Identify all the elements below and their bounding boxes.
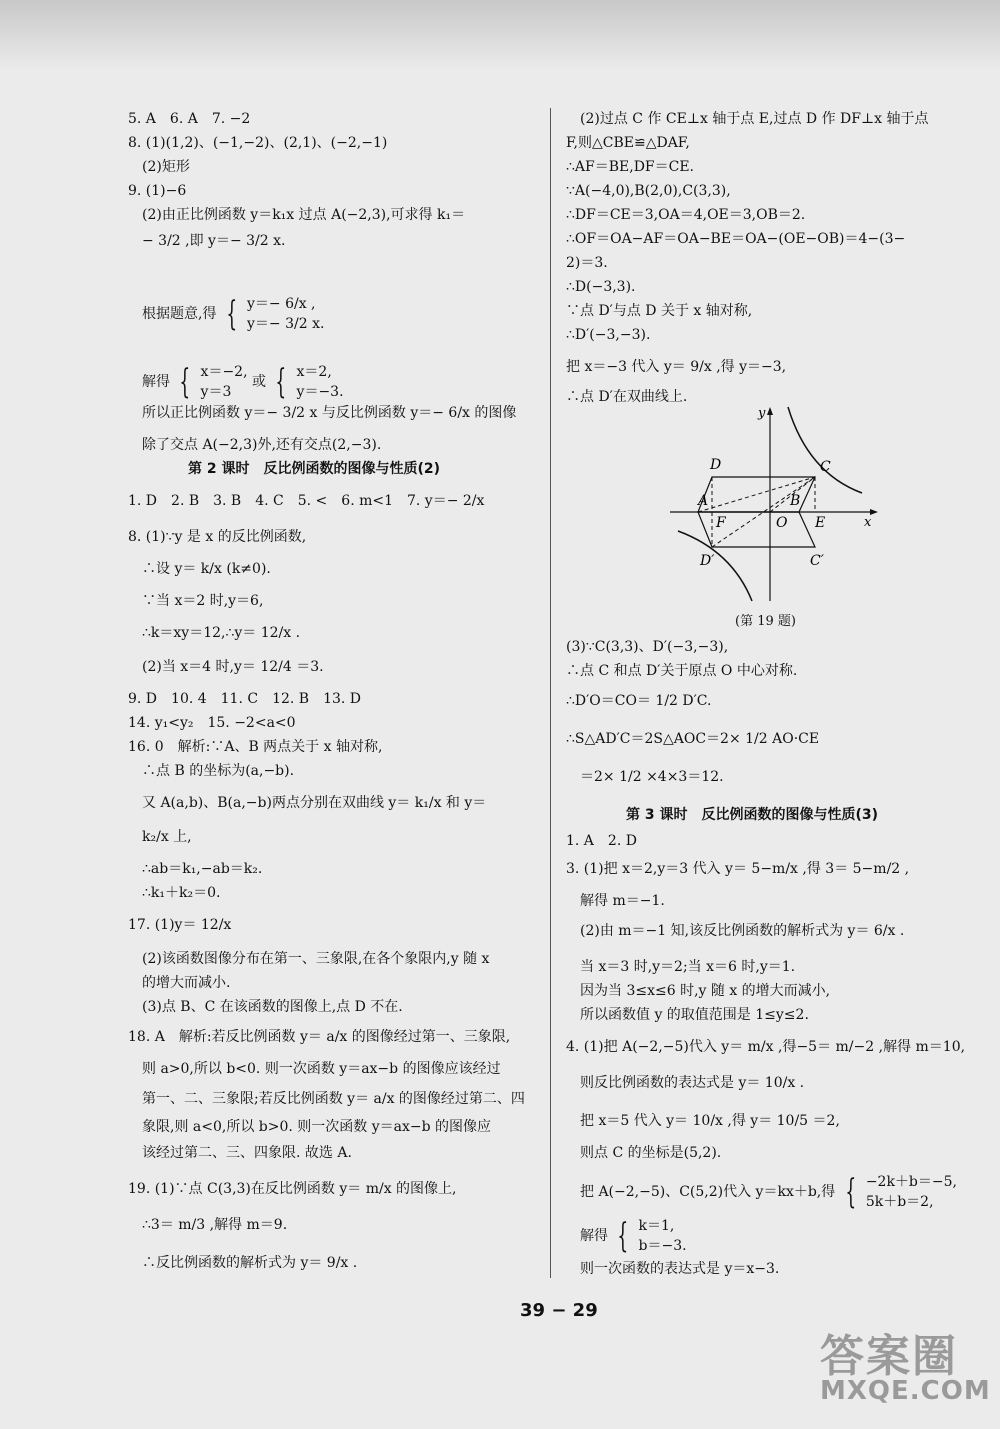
answer-line: 当 x＝3 时,y＝2;当 x＝6 时,y＝1. [580, 959, 796, 975]
top-shadow [0, 0, 1000, 70]
watermark-logo: 答案圈 [820, 1331, 958, 1382]
equation: x＝−2, [200, 364, 248, 380]
label-b: B [790, 493, 801, 509]
answer-line: 4. (1)把 A(−2,−5)代入 y＝ m/x ,得−5＝ m/−2 ,解得 m＝10, [566, 1039, 966, 1055]
equation-system [639, 1216, 687, 1256]
answer-line: ∴OF＝OA−AF＝OA−BE＝OA−(OE−OB)＝4−(3− [566, 231, 906, 247]
equation-system [247, 294, 324, 334]
answer-line: 把 x＝5 代入 y＝ 10/x ,得 y＝ 10/5 ＝2, [580, 1113, 840, 1129]
answer-line: ∴k＝xy＝12,∴y＝ 12/x . [142, 625, 301, 641]
equation-system [297, 362, 344, 402]
answer-line: (2)该函数图像分布在第一、三象限,在各个象限内,y 随 x [142, 951, 490, 967]
answer-line: 所以函数值 y 的取值范围是 1≤y≤2. [580, 1007, 809, 1023]
label-f: F [716, 515, 726, 531]
answer-line: 8. (1)(1,2)、(−1,−2)、(2,1)、(−2,−1) [128, 135, 388, 151]
label-x: x [864, 515, 872, 530]
label-c-prime: C′ [810, 553, 824, 569]
answer-line: (2)过点 C 作 CE⊥x 轴于点 E,过点 D 作 DF⊥x 轴于点 [580, 111, 929, 127]
answer-line: − 3/2 ,即 y＝− 3/2 x. [142, 233, 286, 249]
equation: x＝2, [296, 364, 332, 380]
answer-line: 象限,则 a<0,所以 b>0. 则一次函数 y＝ax−b 的图像应 [142, 1119, 492, 1135]
watermark-url: MXQE.COM [820, 1376, 991, 1406]
section-heading: 第 2 课时 反比例函数的图像与性质(2) [188, 461, 441, 477]
answer-line: (2)当 x＝4 时,y＝ 12/4 ＝3. [142, 659, 324, 675]
y-axis-arrow [767, 407, 773, 415]
brace: { [275, 362, 287, 402]
equation: b＝−3. [638, 1238, 687, 1254]
answer-line: 18. A 解析:若反比例函数 y＝ a/x 的图像经过第一、三象限, [128, 1029, 511, 1045]
equation-system [866, 1172, 957, 1212]
label-o: O [776, 515, 788, 531]
equation: −2k＋b＝−5, [865, 1174, 957, 1190]
answer-line: 2)＝3. [566, 255, 608, 271]
answer-line: 则反比例函数的表达式是 y＝ 10/x . [580, 1075, 805, 1091]
answer-line: ＝2× 1/2 ×4×3＝12. [580, 769, 724, 785]
answer-line: 则点 C 的坐标是(5,2). [580, 1145, 722, 1161]
brace: { [845, 1172, 856, 1212]
answer-line: 的增大而减小. [142, 975, 231, 991]
answer-line: 3. (1)把 x＝2,y＝3 代入 y＝ 5−m/x ,得 3＝ 5−m/2 , [566, 861, 910, 877]
brace: { [226, 294, 238, 334]
equation-system [201, 362, 248, 402]
label-d-prime: D′ [700, 553, 715, 569]
answer-line: (2)矩形 [142, 159, 190, 175]
equation: k＝1, [638, 1218, 675, 1234]
answer-line: ∵当 x＝2 时,y＝6, [142, 593, 264, 609]
answer-line: 该经过第二、三、四象限. 故选 A. [142, 1145, 352, 1161]
solve-label: 解得 [142, 374, 170, 390]
answer-line: ∴AF＝BE,DF＝CE. [566, 159, 695, 175]
answer-line: 则一次函数的表达式是 y＝x−3. [580, 1261, 780, 1277]
answer-line: ∴D′O＝CO＝ 1/2 D′C. [566, 693, 712, 709]
answer-line: 除了交点 A(−2,3)外,还有交点(2,−3). [142, 437, 382, 453]
answer-line: ∴反比例函数的解析式为 y＝ 9/x . [142, 1255, 358, 1271]
answer-line: 8. (1)∵y 是 x 的反比例函数, [128, 529, 307, 545]
hyperbola-branch-1 [788, 407, 862, 493]
answer-line: 17. (1)y＝ 12/x [128, 917, 232, 933]
answer-line [142, 362, 344, 402]
answer-line: ∴点 C 和点 D′关于原点 O 中心对称. [566, 663, 798, 679]
page-number: 39 − 29 [520, 1300, 598, 1321]
answer-line: 14. y₁<y₂ 15. −2<a<0 [128, 715, 296, 731]
system-label: 根据题意,得 [142, 306, 217, 322]
answer-line: F,则△CBE≌△DAF, [566, 135, 690, 151]
answer-line: ∴设 y＝ k/x (k≠0). [142, 561, 271, 577]
answer-line: 则 a>0,所以 b<0. 则一次函数 y＝ax−b 的图像应该经过 [142, 1061, 501, 1077]
answer-line: 把 x＝−3 代入 y＝ 9/x ,得 y＝−3, [566, 359, 787, 375]
answer-line: ∴3＝ m/3 ,解得 m＝9. [142, 1217, 288, 1233]
answer-line [580, 1216, 687, 1256]
answer-line: ∴D(−3,3). [566, 279, 636, 295]
label-y: y [758, 406, 766, 421]
solve-label: 解得 [580, 1228, 608, 1244]
column-divider [550, 108, 551, 1278]
answer-line: 16. 0 解析:∵A、B 两点关于 x 轴对称, [128, 739, 383, 755]
answer-line: ∵点 D′与点 D 关于 x 轴对称, [566, 303, 753, 319]
equation: y＝3 [200, 384, 232, 400]
or-label: 或 [251, 374, 266, 390]
brace: { [179, 362, 191, 402]
hyperbola-branch-2 [678, 531, 752, 601]
answer-line [580, 1172, 957, 1212]
answer-line: ∴S△AD′C＝2S△AOC＝2× 1/2 AO·CE [566, 731, 820, 747]
substitute-label: 把 A(−2,−5)、C(5,2)代入 y＝kx＋b,得 [580, 1184, 836, 1200]
answer-line: ∴D′(−3,−3). [566, 327, 651, 343]
answer-line: (3)点 B、C 在该函数的图像上,点 D 不在. [142, 999, 403, 1015]
answer-line: 1. D 2. B 3. B 4. C 5. < 6. m<1 7. y＝− 2/x [128, 493, 485, 509]
figure-caption: (第 19 题) [735, 614, 796, 629]
label-a: A [698, 493, 709, 509]
answer-line: ∴DF＝CE＝3,OA＝4,OE＝3,OB＝2. [566, 207, 806, 223]
equation: y＝−3. [296, 384, 344, 400]
answer-line: ∴k₁＋k₂＝0. [142, 885, 221, 901]
watermark [820, 1320, 991, 1406]
answer-line: ∴ab＝k₁,−ab＝k₂. [142, 861, 263, 877]
answer-line: 19. (1)∵点 C(3,3)在反比例函数 y＝ m/x 的图像上, [128, 1181, 457, 1197]
answer-line: ∴点 D′在双曲线上. [566, 389, 688, 405]
answer-line: 又 A(a,b)、B(a,−b)两点分别在双曲线 y＝ k₁/x 和 y＝ [142, 795, 487, 811]
answer-line [142, 294, 324, 334]
equation: y＝− 6/x , [247, 296, 316, 312]
answer-line: k₂/x 上, [142, 829, 192, 845]
answer-line: (2)由正比例函数 y＝k₁x 过点 A(−2,3),可求得 k₁＝ [142, 207, 466, 223]
answer-line: 9. D 10. 4 11. C 12. B 13. D [128, 691, 362, 707]
label-d: D [710, 457, 722, 473]
answer-line: 5. A 6. A 7. −2 [128, 111, 251, 127]
answer-line: (3)∵C(3,3)、D′(−3,−3), [566, 639, 729, 655]
answer-line: 因为当 3≤x≤6 时,y 随 x 的增大而减小, [580, 983, 831, 999]
answer-line: ∴点 B 的坐标为(a,−b). [142, 763, 295, 779]
equation: y＝− 3/2 x. [247, 316, 325, 332]
answer-line: ∵A(−4,0),B(2,0),C(3,3), [566, 183, 731, 199]
section-heading: 第 3 课时 反比例函数的图像与性质(3) [626, 807, 879, 823]
answer-line: (2)由 m＝−1 知,该反比例函数的解析式为 y＝ 6/x . [580, 923, 905, 939]
answer-line: 9. (1)−6 [128, 183, 187, 199]
brace: { [617, 1216, 629, 1256]
label-e: E [815, 515, 826, 531]
equation: 5k＋b＝2, [865, 1194, 934, 1210]
answer-line: 1. A 2. D [566, 833, 637, 849]
hyperbola-figure [670, 405, 880, 605]
answer-line: 所以正比例函数 y＝− 3/2 x 与反比例函数 y＝− 6/x 的图像 [142, 405, 517, 421]
answer-line: 第一、二、三象限;若反比例函数 y＝ a/x 的图像经过第二、四 [142, 1091, 525, 1107]
label-c: C [820, 459, 831, 475]
answer-line: 解得 m＝−1. [580, 893, 665, 909]
